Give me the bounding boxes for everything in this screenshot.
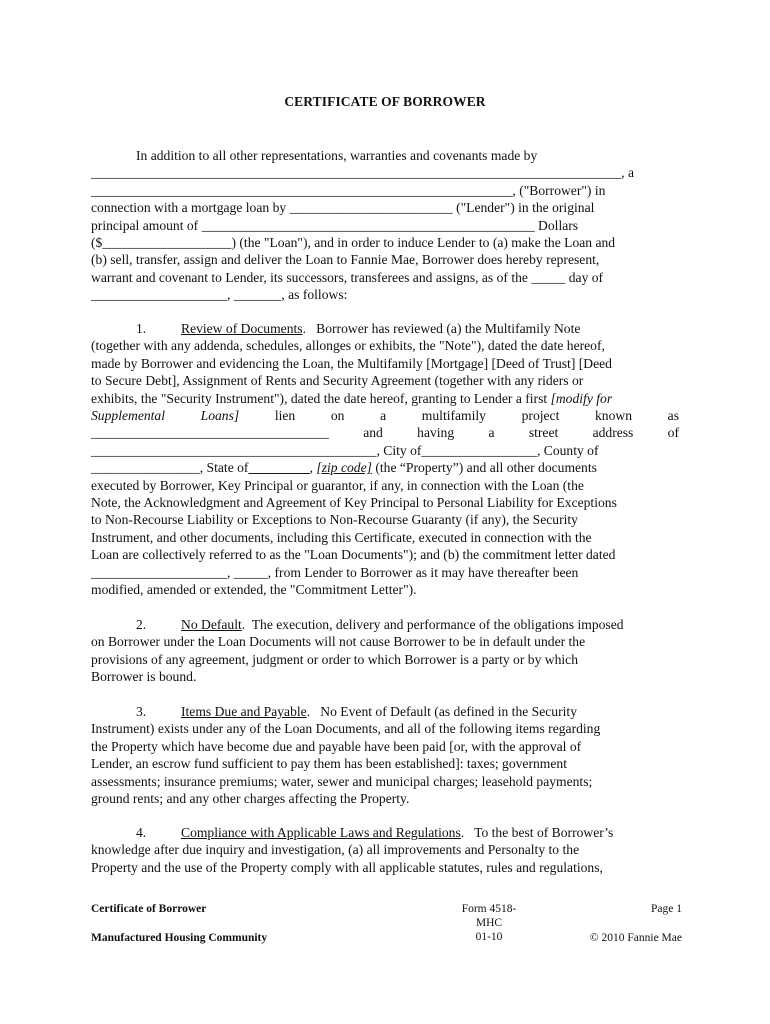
intro-line: ______________________________________________________________, ("Borrower") in [91, 182, 606, 198]
section-line-italic: [modify for [550, 390, 613, 406]
section-heading: Compliance with Applicable Laws and Regulations [181, 825, 461, 840]
intro-line: warrant and covenant to Lender, its successors, transferees and assigns, as of the _____ day of [91, 269, 604, 285]
section-line: To the best of Borrower’s [474, 825, 614, 840]
intro-line: In addition to all other representations, warranties and covenants made by [136, 148, 538, 163]
section-line: exhibits, the "Security Instrument"), dated the date hereof, granting to Lender a first [91, 390, 548, 406]
section-line: the Property which have become due and payable have been paid [or, with the approval of [91, 738, 582, 754]
section-line: (the “Property”) and all other documents [375, 460, 597, 476]
section-line: Instrument, and other documents, including this Certificate, executed in connection with the [91, 529, 592, 545]
section-2: 2. No Default. The execution, delivery and performance of the obligations imposed on Borrower under the Loan Documents will not cause Borrower to be in default under the provisions of any agreement, judgment or order to which Borrower is a party or by which Borrower is bound. [91, 616, 679, 686]
section-line: __________________________________________, City of_________________, County of [91, 442, 599, 458]
section-line: Note, the Acknowledgment and Agreement of Key Principal to Personal Liability for Exceptions [91, 495, 617, 511]
section-line: Borrower is bound. [91, 669, 197, 685]
section-line: Borrower has reviewed (a) the Multifamily Note [316, 321, 581, 336]
section-1: 1. Review of Documents. Borrower has reviewed (a) the Multifamily Note (together with any addenda, schedules, allonges or exhibits, the "Note"), dated the date hereof, made by Borrower and evidencing the Loan, the Multifamily [Mortgage] [Deed of Trust] [Deed to Secure Debt], Assignment of Rents and Security Agreement (together with any riders or exhibits, the "Security Instrument"), dated the date hereof, granting to Lender a first [modify for Supplemental Loans] lien on a multifamily project known as ___________________________________ and having a street address of __________________________________________, City of_________________, County of ________________, State of_________, [zip code] (the “Property”) and all other documents executed by Borrower, Key Principal or guarantor, if any, in connection with the Loan (the Note, the Acknowledgment and Agreement of Key Principal to Personal Liability for Exceptions to Non-Recourse Liability or Exceptions to Non-Recourse Guaranty (if any), the Security Instrument, and other documents, including this Certificate, executed in connection with the Loan are collectively referred to as the "Loan Documents"); and (b) the commitment letter dated ____________________, _____, from Lender to Borrower as it may have thereafter been modified, amended or extended, the "Commitment Letter"). [91, 321, 679, 598]
section-line-italic: Supplemental Loans] [91, 408, 240, 424]
section-line: provisions of any agreement, judgment or order to which Borrower is a party or by which [91, 651, 578, 667]
section-number: 1. [136, 321, 147, 336]
section-line: Loan are collectively referred to as the "Loan Documents"); and (b) the commitment letter dated [91, 547, 616, 563]
intro-line: principal amount of _________________________________________________ Dollars [91, 217, 579, 233]
section-line: (together with any addenda, schedules, allonges or exhibits, the "Note"), dated the date hereof, [91, 338, 605, 354]
section-number: 2. [136, 617, 147, 632]
section-line: ________________, State of [91, 460, 249, 476]
footer-form-line: MHC [475, 917, 503, 929]
section-3: 3. Items Due and Payable. No Event of Default (as defined in the Security Instrument) exists under any of the Loan Documents, and all of the following items regarding the Property which have become due and payable have been paid [or, with the approval of Lender, an escrow fund sufficient to pay them has been established]: taxes; government assessments; insurance premiums; water, sewer and municipal charges; leasehold payments; ground rents; and any other charges affecting the Property. [91, 703, 679, 807]
footer-form-line: 01-10 [475, 931, 503, 943]
section-heading: Review of Documents [181, 321, 303, 336]
intro-line: ______________________________________________________________________________, a [91, 165, 634, 181]
section-heading: Items Due and Payable [181, 704, 307, 719]
section-line: executed by Borrower, Key Principal or guarantor, if any, in connection with the Loan (the [91, 477, 584, 493]
section-line: to Secure Debt], Assignment of Rents and Security Agreement (together with any riders or [91, 373, 584, 389]
section-line: _________ [248, 460, 310, 476]
intro-paragraph [91, 147, 679, 304]
section-line: modified, amended or extended, the "Commitment Letter"). [91, 582, 417, 598]
intro-line: ____________________, _______, as follows: [91, 287, 348, 303]
footer-document-title: Certificate of Borrower [91, 903, 207, 915]
footer-document-subtitle: Manufactured Housing Community [91, 932, 268, 944]
document-title: CERTIFICATE OF BORROWER [284, 94, 486, 109]
section-line: on Borrower under the Loan Documents will not cause Borrower to be in default under the [91, 634, 586, 650]
section-line: ground rents; and any other charges affecting the Property. [91, 791, 410, 807]
section-line: ____________________, _____, from Lender to Borrower as it may have thereafter been [91, 564, 579, 580]
section-line: ___________________________________ and having a street address of [91, 425, 679, 441]
intro-line: ($___________________) (the "Loan"), and in order to induce Lender to (a) make the Loan and [91, 235, 616, 251]
footer-copyright: © 2010 Fannie Mae [589, 932, 682, 944]
footer-form-number [449, 902, 529, 944]
section-line: to Non-Recourse Liability or Exceptions to Non-Recourse Guaranty (if any), the Security [91, 512, 578, 528]
section-heading: No Default [181, 617, 242, 632]
section-4: 4. Compliance with Applicable Laws and Regulations. To the best of Borrower’s knowledge after due inquiry and investigation, (a) all improvements and Personalty to the Property and the use of the Property comply with all applicable statutes, rules and regulations, [91, 824, 679, 876]
intro-line: connection with a mortgage loan by ________________________ ("Lender") in the original [91, 200, 595, 216]
intro-line: (b) sell, transfer, assign and deliver the Loan to Fannie Mae, Borrower does hereby represent, [91, 252, 600, 268]
zip-code-placeholder: [zip code] [316, 460, 372, 476]
section-line: Lender, an escrow fund sufficient to pay them has been established]: taxes; government [91, 756, 567, 772]
section-number: 3. [136, 704, 147, 719]
section-number: 4. [136, 825, 147, 840]
footer-page-number: Page 1 [651, 903, 682, 915]
section-line: The execution, delivery and performance of the obligations imposed [251, 617, 624, 632]
section-line: made by Borrower and evidencing the Loan, the Multifamily [Mortgage] [Deed of Trust] [Deed [91, 355, 612, 371]
section-line: assessments; insurance premiums; water, sewer and municipal charges; leasehold payments; [91, 773, 593, 789]
section-line: knowledge after due inquiry and investigation, (a) all improvements and Personalty to the [91, 842, 580, 858]
section-line: lien on a multifamily project known as [274, 408, 679, 424]
section-line: Instrument) exists under any of the Loan Documents, and all of the following items regarding [91, 721, 601, 737]
section-line: No Event of Default (as defined in the Security [320, 704, 577, 719]
footer-form-line: Form 4518- [461, 903, 517, 915]
section-line: Property and the use of the Property comply with all applicable statutes, rules and regulations, [91, 859, 603, 875]
